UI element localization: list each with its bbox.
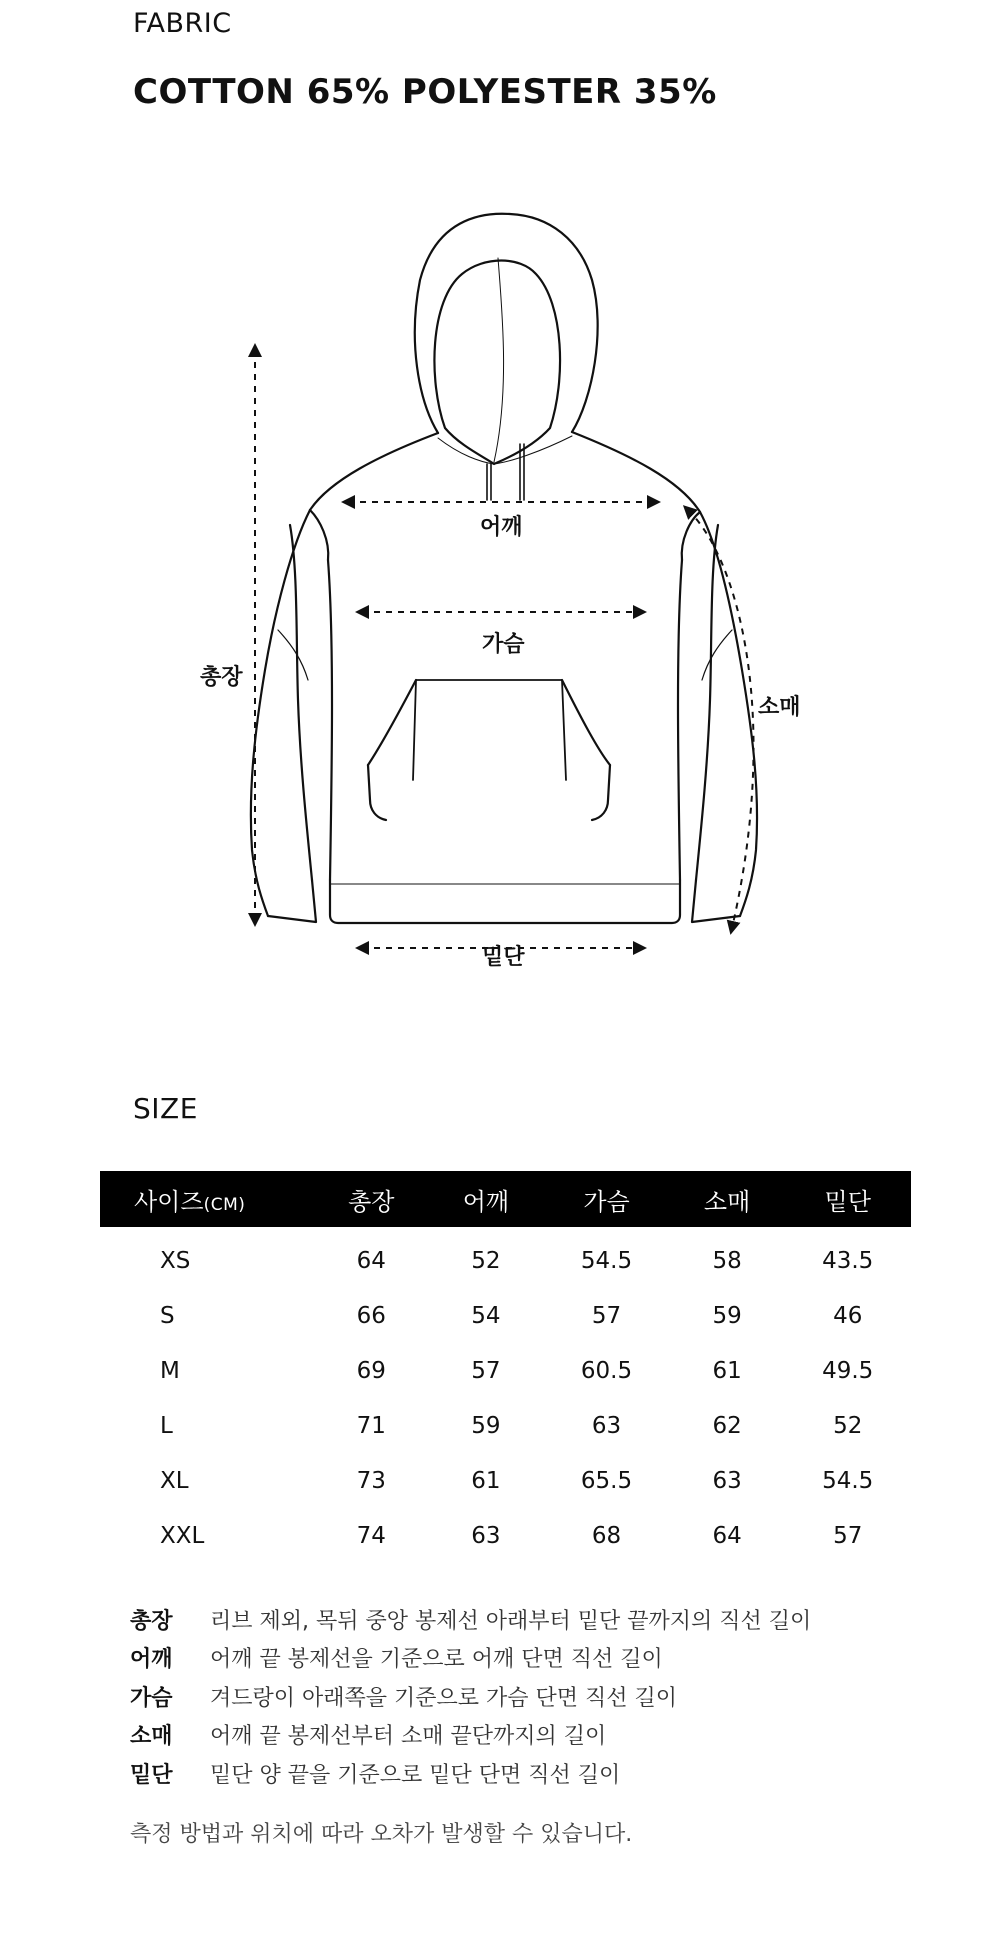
table-row — [100, 1288, 911, 1343]
definition-description: 겨드랑이 아래쪽을 기준으로 가슴 단면 직선 길이 — [210, 1685, 678, 1711]
value-cell: 63 — [712, 1467, 742, 1494]
value-cell: 63 — [471, 1522, 501, 1549]
size-cell: L — [160, 1412, 173, 1439]
size-cell: S — [160, 1302, 175, 1329]
definition-term: 소매 — [130, 1724, 173, 1750]
table-row — [100, 1453, 911, 1508]
value-cell: 58 — [712, 1247, 742, 1274]
size-table — [100, 1171, 911, 1563]
value-cell: 57 — [833, 1522, 863, 1549]
value-cell: 71 — [356, 1412, 386, 1439]
size-cell: M — [160, 1357, 180, 1384]
value-cell: 59 — [712, 1302, 742, 1329]
value-cell: 52 — [833, 1412, 863, 1439]
value-cell: 57 — [591, 1302, 622, 1329]
definition-description: 어깨 끝 봉제선을 기준으로 어깨 단면 직선 길이 — [210, 1647, 663, 1673]
diagram-label-chest: 가슴 — [482, 632, 525, 657]
definition-row — [130, 1600, 930, 1639]
value-cell: 63 — [591, 1412, 622, 1439]
size-heading: SIZE — [133, 1092, 198, 1125]
table-row — [100, 1398, 911, 1453]
definition-row — [130, 1639, 930, 1678]
size-table-header — [100, 1171, 911, 1227]
value-cell: 61 — [712, 1357, 742, 1384]
definition-description: 밑단 양 끝을 기준으로 밑단 단면 직선 길이 — [210, 1762, 621, 1788]
value-cell: 52 — [471, 1247, 501, 1274]
value-cell: 46 — [833, 1302, 863, 1329]
value-cell: 60.5 — [580, 1357, 633, 1384]
definition-term: 밑단 — [130, 1762, 173, 1788]
definition-term: 총장 — [130, 1608, 173, 1634]
value-cell: 54 — [471, 1302, 501, 1329]
value-cell: 68 — [591, 1522, 622, 1549]
value-cell: 62 — [712, 1412, 742, 1439]
value-cell: 66 — [356, 1302, 386, 1329]
value-cell: 54.5 — [822, 1467, 874, 1494]
definition-description: 어깨 끝 봉제선부터 소매 끝단까지의 길이 — [210, 1724, 607, 1750]
measurement-definitions — [130, 1600, 930, 1793]
value-cell: 65.5 — [580, 1467, 633, 1494]
diagram-label-total-length: 총장 — [200, 665, 243, 690]
size-cell: XXL — [160, 1522, 205, 1549]
table-row — [100, 1508, 911, 1563]
definition-row — [130, 1677, 930, 1716]
value-cell: 69 — [356, 1357, 386, 1384]
header-shoulder: 어깨 — [462, 1187, 510, 1216]
header-size: 사이즈(CM) — [134, 1187, 246, 1216]
definition-term: 어깨 — [130, 1647, 173, 1673]
value-cell: 64 — [356, 1247, 386, 1274]
header-hem: 밑단 — [824, 1187, 871, 1216]
size-cell: XL — [160, 1467, 189, 1494]
value-cell: 73 — [356, 1467, 386, 1494]
value-cell: 74 — [356, 1522, 386, 1549]
definition-description: 리브 제외, 목뒤 중앙 봉제선 아래부터 밑단 끝까지의 직선 길이 — [210, 1608, 812, 1634]
size-cell: XS — [160, 1247, 191, 1274]
fabric-label: FABRIC — [133, 8, 232, 39]
fabric-composition: COTTON 65% POLYESTER 35% — [133, 72, 717, 112]
table-row — [100, 1227, 911, 1288]
hoodie-measurement-diagram — [180, 200, 820, 980]
value-cell: 57 — [471, 1357, 501, 1384]
value-cell: 64 — [712, 1522, 742, 1549]
definition-row — [130, 1754, 930, 1793]
diagram-label-sleeve: 소매 — [758, 695, 801, 720]
value-cell: 59 — [471, 1412, 501, 1439]
header-chest: 가슴 — [583, 1187, 630, 1216]
definition-term: 가슴 — [130, 1685, 173, 1711]
definition-row — [130, 1716, 930, 1755]
value-cell: 43.5 — [822, 1247, 874, 1274]
value-cell: 61 — [471, 1467, 501, 1494]
diagram-label-shoulder: 어깨 — [480, 515, 523, 540]
value-cell: 54.5 — [580, 1247, 633, 1274]
measurement-note: 측정 방법과 위치에 따라 오차가 발생할 수 있습니다. — [130, 1822, 633, 1847]
value-cell: 49.5 — [822, 1357, 874, 1384]
header-total-length: 총장 — [348, 1187, 395, 1216]
header-sleeve: 소매 — [703, 1187, 751, 1216]
hoodie-illustration — [180, 200, 820, 980]
table-row — [100, 1343, 911, 1398]
diagram-label-hem: 밑단 — [482, 945, 525, 970]
